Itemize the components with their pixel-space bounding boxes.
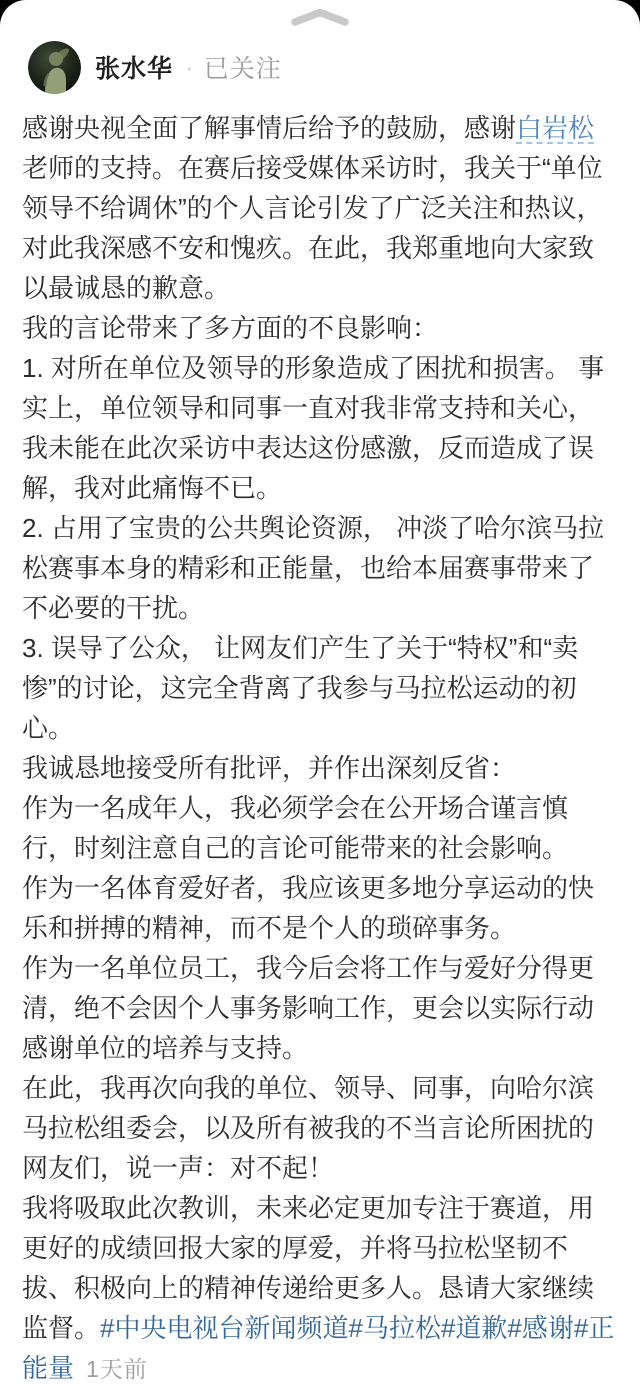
post-timestamp: 1天前 bbox=[86, 1356, 148, 1382]
hashtag-link[interactable]: #中央电视台新闻频道 bbox=[100, 1313, 349, 1343]
hashtag-link[interactable]: #马拉松 bbox=[348, 1313, 441, 1343]
text-segment: 老师的支持。在赛后接受媒体采访时，我关于“单位领导不给调休”的个人言论引发了广泛关注和热议，对此我深感不安和愧疚。在此，我郑重地向大家致以最诚恳的歉意。 bbox=[22, 153, 603, 303]
paragraph bbox=[22, 308, 618, 348]
paragraph bbox=[22, 1068, 618, 1188]
paragraph bbox=[22, 508, 618, 628]
hashtag-link[interactable]: #正能量 bbox=[22, 1313, 615, 1383]
username[interactable]: 张水华 bbox=[95, 55, 174, 83]
avatar-photo bbox=[28, 41, 81, 94]
text-segment: 2. 占用了宝贵的公共舆论资源， 冲淡了哈尔滨马拉松赛事本身的精彩和正能量，也给本届赛事带来了不必要的干扰。 bbox=[22, 513, 605, 623]
post-body bbox=[22, 108, 618, 1389]
paragraph bbox=[22, 748, 618, 788]
text-segment: 感谢央视全面了解事情后给予的鼓励，感谢 bbox=[22, 113, 517, 143]
paragraph bbox=[22, 108, 618, 308]
text-segment: 我诚恳地接受所有批评，并作出深刻反省： bbox=[22, 753, 517, 783]
text-segment: 3. 误导了公众， 让网友们产生了关于“特权”和“卖惨”的讨论，这完全背离了我参与马拉松运动的初心。 bbox=[22, 633, 579, 743]
dot-separator: · bbox=[185, 52, 194, 82]
paragraph bbox=[22, 868, 618, 948]
text-segment: 我将吸取此次教训，未来必定更加专注于赛道，用更好的成绩回报大家的厚爱，并将马拉松坚韧不拔、积极向上的精神传递给更多人。恳请大家继续监督。 bbox=[22, 1193, 595, 1343]
avatar[interactable] bbox=[28, 41, 81, 94]
paragraph bbox=[22, 348, 618, 508]
hashtag-link[interactable]: #感谢 bbox=[507, 1313, 574, 1343]
text-segment: 作为一名单位员工，我今后会将工作与爱好分得更清，绝不会因个人事务影响工作，更会以实际行动感谢单位的培养与支持。 bbox=[22, 953, 595, 1063]
hashtag-link[interactable]: #道歉 bbox=[440, 1313, 508, 1343]
paragraph bbox=[22, 948, 618, 1068]
paragraph bbox=[22, 788, 618, 868]
post-header bbox=[28, 40, 616, 94]
text-segment: 我的言论带来了多方面的不良影响： bbox=[22, 313, 439, 343]
paragraph bbox=[22, 1188, 618, 1389]
pull-handle[interactable] bbox=[0, 0, 640, 24]
paragraph bbox=[22, 628, 618, 748]
text-segment: 在此，我再次向我的单位、领导、同事，向哈尔滨马拉松组委会，以及所有被我的不当言论所困扰的网友们，说一声：对不起！ bbox=[22, 1073, 595, 1183]
text-segment: 1. 对所在单位及领导的形象造成了困扰和损害。 事实上，单位领导和同事一直对我非常支持和关心，我未能在此次采访中表达这份感激，反而造成了误解，我对此痛悔不已。 bbox=[22, 353, 605, 503]
text-segment: 作为一名体育爱好者，我应该更多地分享运动的快乐和拼搏的精神，而不是个人的琐碎事务。 bbox=[22, 873, 595, 943]
chevron-up-icon bbox=[288, 7, 352, 27]
mention-link[interactable]: 白岩松 bbox=[516, 113, 595, 143]
follow-status[interactable]: 已关注 bbox=[203, 55, 282, 83]
text-segment: 作为一名成年人，我必须学会在公开场合谨言慎行，时刻注意自己的言论可能带来的社会影响。 bbox=[22, 793, 569, 863]
